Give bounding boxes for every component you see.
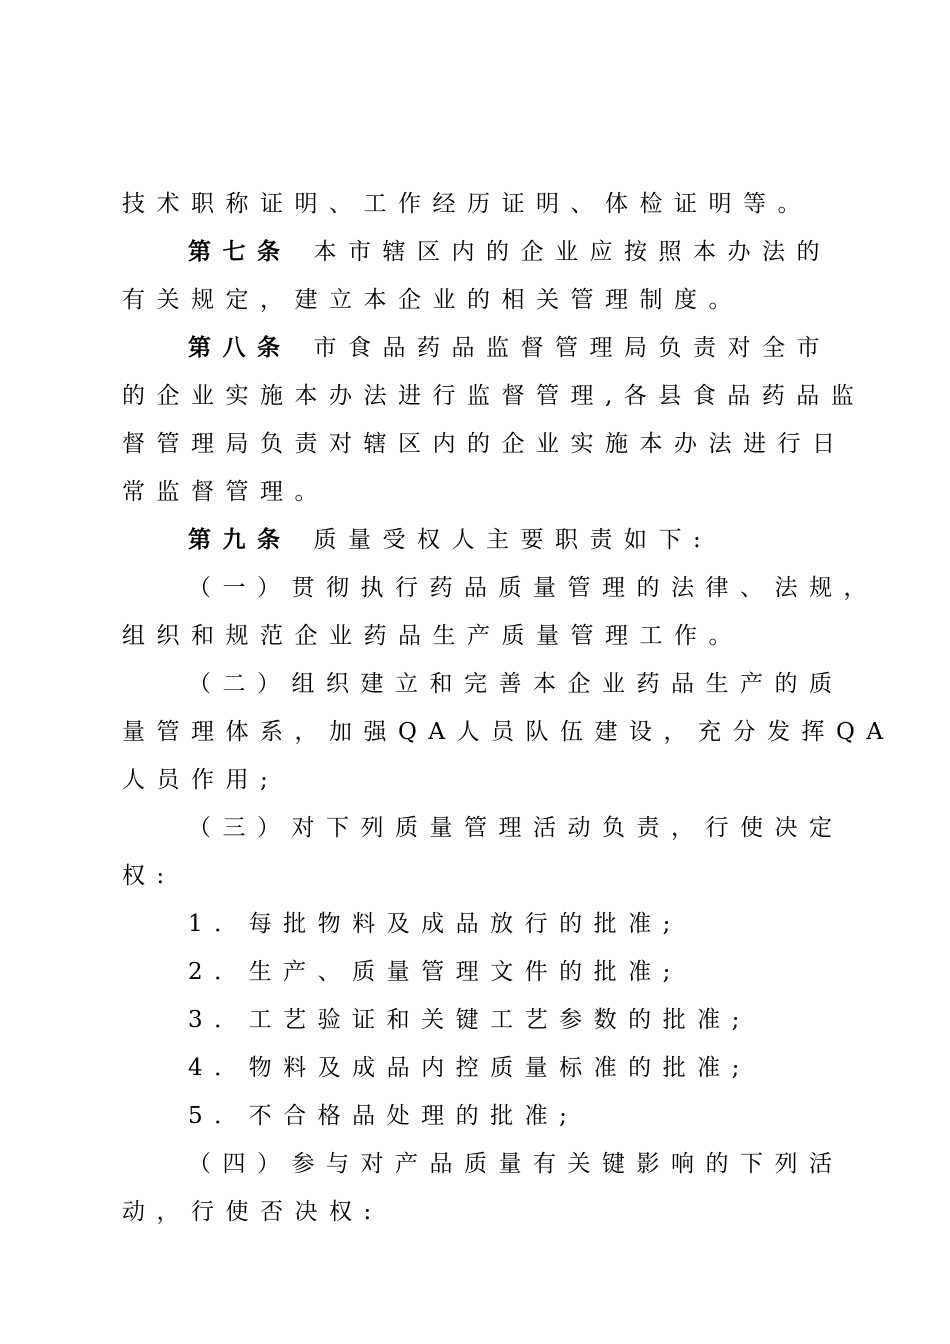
line-text: （四）参与对产品质量有关键影响的下列活 bbox=[188, 1151, 844, 1177]
article-7-line bbox=[188, 228, 908, 276]
article-heading: 第八条 bbox=[188, 334, 292, 361]
line-text: 市食品药品监督管理局负责对全市 bbox=[313, 335, 831, 361]
clause-line bbox=[188, 564, 908, 612]
line-text: （二）组织建立和完善本企业药品生产的质 bbox=[188, 671, 844, 697]
paragraph-line bbox=[122, 180, 842, 228]
clause-line bbox=[188, 804, 908, 852]
line-text: （一）贯彻执行药品质量管理的法律、法规， bbox=[188, 575, 878, 601]
paragraph-line bbox=[122, 708, 895, 756]
list-item bbox=[188, 900, 908, 948]
line-text: 组织和规范企业药品生产质量管理工作。 bbox=[122, 623, 743, 649]
line-text: 有关规定，建立本企业的相关管理制度。 bbox=[122, 287, 743, 313]
line-text: 人员作用; bbox=[122, 767, 280, 793]
paragraph-line bbox=[122, 468, 842, 516]
paragraph-line bbox=[122, 420, 847, 468]
line-text: （三）对下列质量管理活动负责，行使决定 bbox=[188, 815, 844, 841]
line-text: 常监督管理。 bbox=[122, 479, 329, 505]
line-text: 5．不合格品处理的批准; bbox=[188, 1103, 579, 1129]
list-item bbox=[188, 1044, 908, 1092]
clause-line bbox=[188, 660, 908, 708]
paragraph-line bbox=[122, 1188, 842, 1236]
line-text: 动，行使否决权: bbox=[122, 1199, 383, 1225]
line-text: 2．生产、质量管理文件的批准; bbox=[188, 959, 682, 985]
line-text: 3．工艺验证和关键工艺参数的批准; bbox=[188, 1007, 751, 1033]
list-item bbox=[188, 1092, 908, 1140]
paragraph-line bbox=[122, 372, 866, 420]
clause-line bbox=[188, 1140, 908, 1188]
paragraph-line bbox=[122, 756, 842, 804]
article-heading: 第七条 bbox=[188, 238, 292, 265]
line-text: 本市辖区内的企业应按照本办法的 bbox=[313, 239, 831, 265]
article-9-line bbox=[188, 516, 908, 564]
line-text: 督管理局负责对辖区内的企业实施本办法进行日 bbox=[122, 431, 847, 457]
line-text: 4．物料及成品内控质量标准的批准; bbox=[188, 1055, 751, 1081]
line-text: 质量受权人主要职责如下: bbox=[313, 527, 713, 553]
line-text: 的企业实施本办法进行监督管理,各县食品药品监 bbox=[122, 383, 866, 409]
article-8-line bbox=[188, 324, 908, 372]
list-item bbox=[188, 996, 908, 1044]
line-text: 量管理体系，加强QA人员队伍建设，充分发挥QA bbox=[122, 719, 895, 745]
paragraph-line bbox=[122, 276, 842, 324]
line-text: 1．每批物料及成品放行的批准; bbox=[188, 911, 682, 937]
list-item bbox=[188, 948, 908, 996]
paragraph-line bbox=[122, 612, 842, 660]
article-heading: 第九条 bbox=[188, 526, 292, 553]
line-text: 权: bbox=[122, 863, 176, 889]
paragraph-line bbox=[122, 852, 842, 900]
line-text: 技术职称证明、工作经历证明、体检证明等。 bbox=[122, 191, 812, 217]
